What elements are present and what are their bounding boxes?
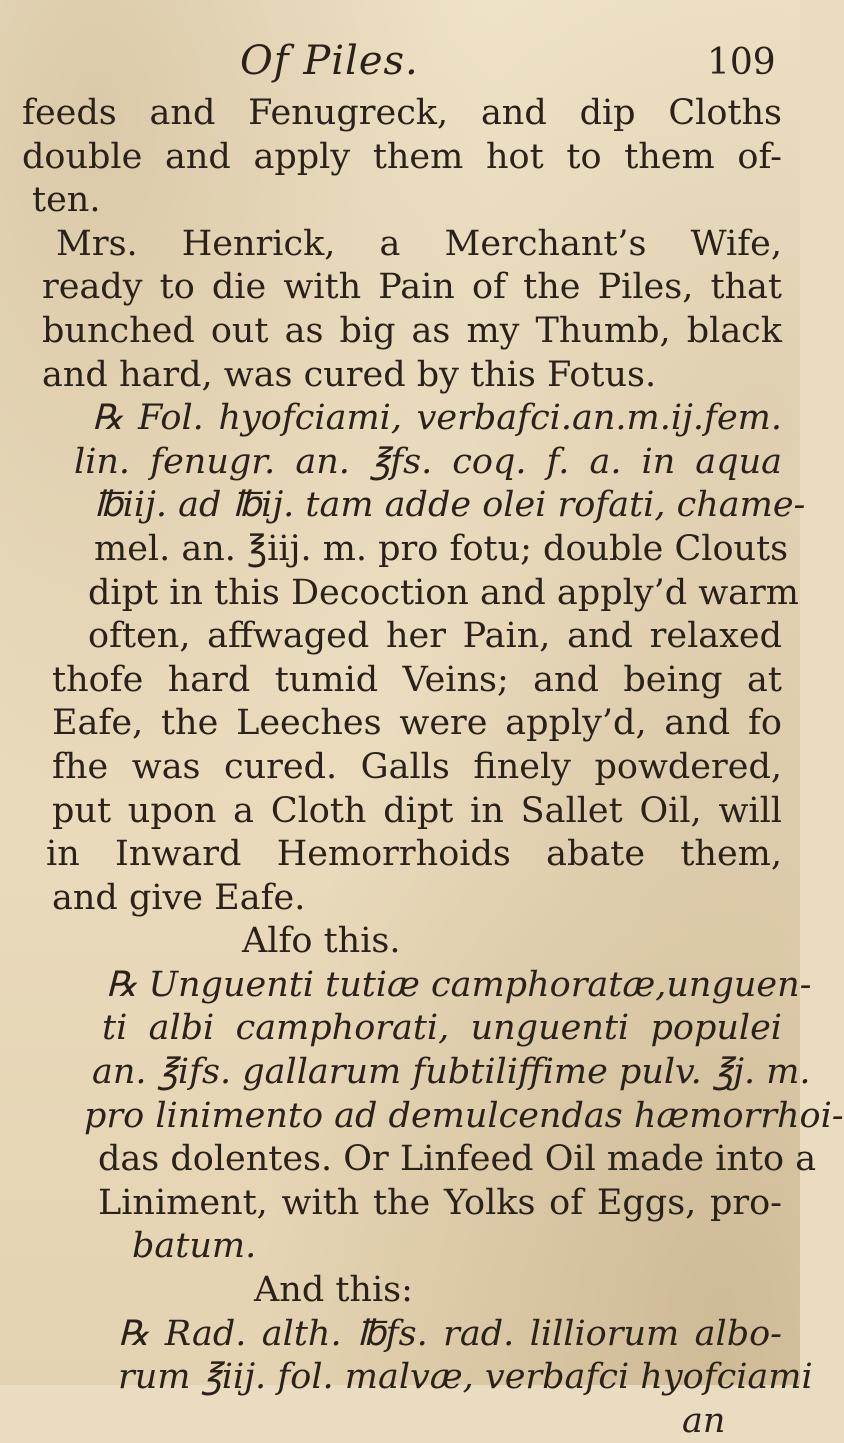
text-line: Eafe, the Leeches were apply’d, and fo bbox=[52, 703, 782, 744]
text-line: batum. bbox=[132, 1226, 257, 1267]
text-line: fhe was cured. Galls finely powdered, bbox=[52, 746, 782, 787]
text-line: ℔iij. ad ℔ij. tam adde olei rofati, chame- bbox=[94, 485, 806, 526]
text-line: double and apply them hot to them of- bbox=[22, 136, 782, 177]
text-line: ℞ Unguenti tutiæ camphoratæ,unguen- bbox=[106, 964, 812, 1005]
text-line: mel. an. ℥iij. m. pro fotu; double Clouts bbox=[94, 528, 789, 569]
text-line: dipt in this Decoction and apply’d warm bbox=[88, 572, 799, 613]
text-line: rum ℥iij. fol. malvæ, verbafci hyofciami bbox=[118, 1357, 813, 1398]
text-line: ℞ Fol. hyofciami, verbafci.an.m.ij.fem. bbox=[92, 398, 782, 439]
text-line: And this: bbox=[254, 1270, 413, 1311]
text-line: lin. fenugr. an. ℥fs. coq. f. a. in aqua bbox=[74, 441, 782, 482]
text-line: and give Eafe. bbox=[52, 877, 306, 918]
text-line: bunched out as big as my Thumb, black bbox=[42, 310, 782, 351]
body-text bbox=[22, 92, 844, 1443]
page-number: 109 bbox=[707, 42, 776, 83]
text-line: an. ℥ifs. gallarum fubtiliffime pulv. ℥j. m. bbox=[92, 1052, 811, 1093]
text-line: often, affwaged her Pain, and relaxed bbox=[88, 616, 782, 657]
text-line: thofe hard tumid Veins; and being at bbox=[52, 659, 782, 700]
text-line: in Inward Hemorrhoids abate them, bbox=[46, 834, 782, 875]
text-line: ten. bbox=[32, 180, 101, 221]
text-line: ready to die with Pain of the Piles, that bbox=[42, 267, 782, 308]
text-line: ℞ Rad. alth. ℔fs. rad. lilliorum albo- bbox=[118, 1313, 782, 1354]
text-line: Liniment, with the Yolks of Eggs, pro- bbox=[98, 1182, 782, 1223]
text-line: Alfo this. bbox=[242, 921, 401, 962]
text-line: pro linimento ad demulcendas hæmorrhoi- bbox=[84, 1095, 844, 1136]
text-line: Mrs. Henrick, a Merchant’s Wife, bbox=[56, 223, 782, 264]
text-line: put upon a Cloth dipt in Sallet Oil, will bbox=[52, 790, 782, 831]
page-header bbox=[0, 28, 800, 88]
text-line: ti albi camphorati, unguenti populei bbox=[102, 1008, 782, 1049]
text-line: and hard, was cured by this Fotus. bbox=[42, 354, 657, 395]
text-line: feeds and Fenugreck, and dip Cloths bbox=[22, 93, 782, 133]
running-head: Of Piles. bbox=[240, 38, 419, 84]
text-line: das dolentes. Or Linfeed Oil made into a bbox=[98, 1139, 817, 1180]
text-line: an bbox=[682, 1400, 726, 1441]
